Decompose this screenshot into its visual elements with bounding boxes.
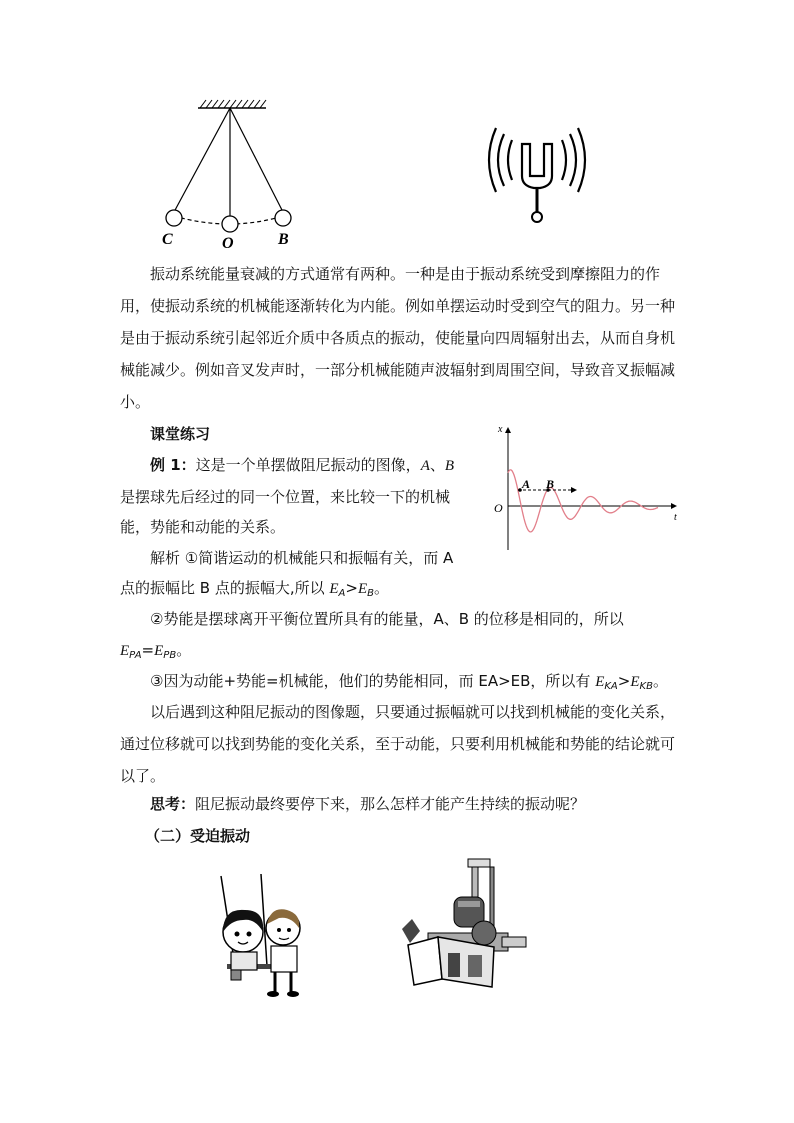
- pendulum-figure: [150, 96, 310, 256]
- point-b-label: B: [546, 477, 555, 491]
- example-line-1: 例 1：这是一个单摆做阻尼振动的图像，A、B: [150, 456, 455, 474]
- analysis-p2-line-2: $E_{PA}=E_{PB}$。: [120, 641, 192, 661]
- swing-kids-figure: [205, 874, 315, 1002]
- label-o: O: [222, 235, 234, 252]
- damped-curve: [508, 470, 658, 532]
- tuning-fork-figure: [482, 120, 592, 230]
- origin-label: O: [494, 501, 503, 515]
- subsection-heading: （二）受迫振动: [145, 827, 251, 845]
- analysis-p2-line-1: ②势能是摆球离开平衡位置所具有的能量，A、B 的位移是相同的，所以: [150, 610, 624, 628]
- label-c: C: [162, 231, 173, 248]
- point-a-label: A: [522, 477, 531, 491]
- think-line: 思考：阻尼振动最终要停下来，那么怎样才能产生持续的振动呢？: [150, 795, 586, 813]
- label-b: B: [278, 231, 289, 248]
- analysis-line-1: 解析 ①简谐运动的机械能只和振幅有关，而 A: [150, 549, 454, 567]
- section-heading: 课堂练习: [150, 425, 211, 443]
- example-label: 例 1：: [150, 456, 196, 474]
- analysis-line-2: 点的振幅比 B 点的振幅大,所以 $E_A>E_B$。: [120, 579, 390, 599]
- damped-oscillation-graph: [492, 420, 682, 554]
- x-axis-label: t: [674, 512, 677, 523]
- engine-machine-figure: [398, 855, 530, 995]
- example-line-3: 能，势能和动能的关系。: [120, 518, 286, 536]
- example-line-2: 是摆球先后经过的同一个位置，来比较一下的机械: [120, 488, 451, 506]
- y-axis-label: x: [498, 424, 503, 435]
- think-label: 思考：: [150, 795, 196, 813]
- analysis-p3: ③因为动能+势能=机械能，他们的势能相同，而 EA>EB，所以有 $E_{KA}>E_{KB}$。: [150, 672, 668, 692]
- intro-paragraph: 振动系统能量衰减的方式通常有两种。一种是由于振动系统受到摩擦阻力的作用，使振动系统的机械能逐渐转化为内能。例如单摆运动时受到空气的阻力。另一种是由于振动系统引起邻近介质中各质点的振动，使能量向四周辐射出去，从而自身机械能减少。例如音叉发声时，一部分机械能随声波辐射到周围空间，导致音叉振幅减小。: [120, 265, 676, 411]
- summary-paragraph: 以后遇到这种阻尼振动的图像题，只要通过振幅就可以找到机械能的变化关系，通过位移就可以找到势能的变化关系，至于动能，只要利用机械能和势能的结论就可以了。: [120, 703, 676, 785]
